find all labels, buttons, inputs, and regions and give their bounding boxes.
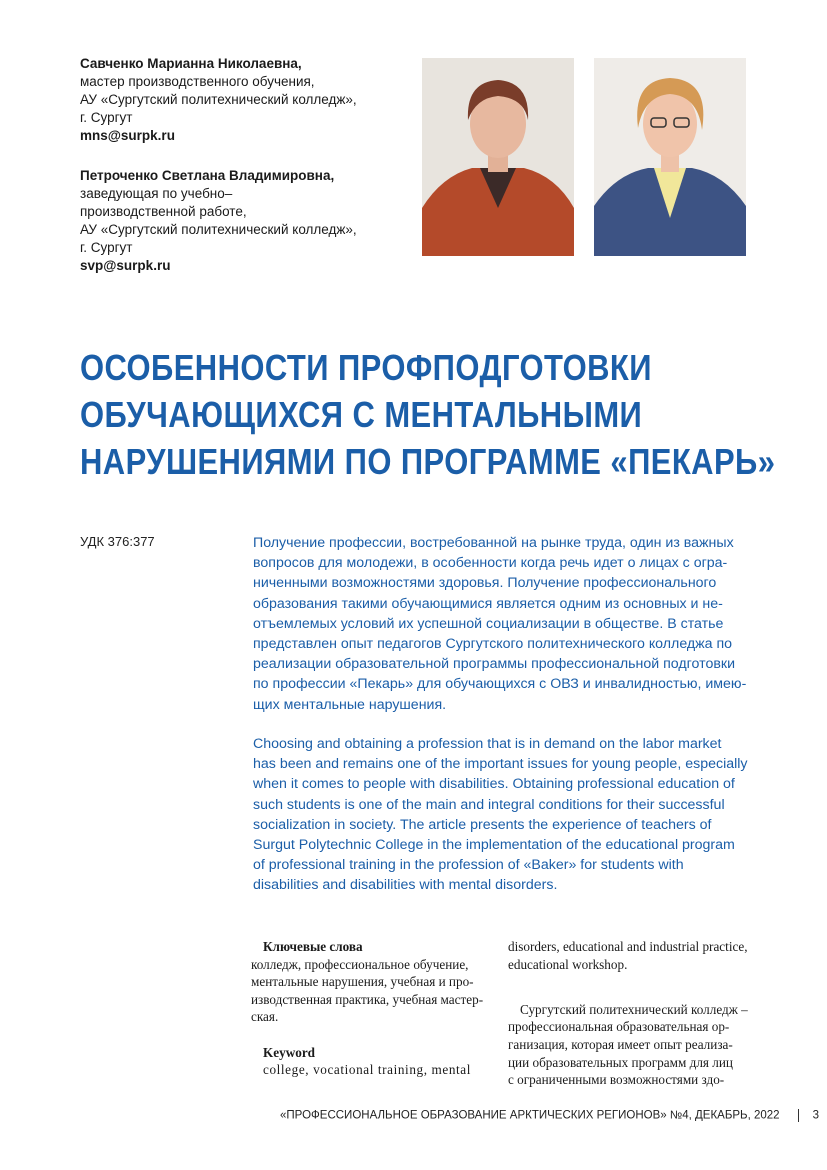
- author-position: производственной работе,: [80, 204, 247, 219]
- udk-code: УДК 376:377: [80, 534, 155, 549]
- keywords-en-line: educational workshop.: [508, 956, 628, 972]
- author-organization: АУ «Сургутский политехнический колледж»,: [80, 222, 357, 237]
- keywords-en-heading: Keyword: [263, 1044, 316, 1060]
- author-name: Савченко Марианна Николаевна,: [80, 56, 302, 71]
- keywords-line: ская.: [251, 1009, 279, 1025]
- author-position: мастер производственного обучения,: [80, 74, 315, 89]
- author-photo-2: [594, 58, 746, 256]
- abstract-line: реализации образовательной программы профессиональной подготовки: [253, 656, 735, 673]
- author-name: Петроченко Светлана Владимировна,: [80, 168, 335, 183]
- abstract-line: disabilities and disabilities with mental disorders.: [253, 877, 558, 894]
- author-city: г. Сургут: [80, 240, 133, 255]
- author-2: [80, 167, 420, 275]
- abstract-line: has been and remains one of the important issues for young people, especially: [253, 756, 748, 773]
- body-line: Сургутский политехнический колледж –: [520, 1001, 748, 1017]
- body-line: с ограниченными возможностями здо-: [508, 1072, 725, 1088]
- abstract-line: when it comes to people with disabilities. Obtaining professional education of: [253, 776, 735, 793]
- keywords-en-line: disorders, educational and industrial practice,: [508, 939, 748, 954]
- keywords-column: [251, 938, 491, 1079]
- portrait-illustration: [422, 58, 574, 256]
- abstract-line: щих ментальные нарушения.: [253, 696, 447, 713]
- body-line: ции образовательных программ для лиц: [508, 1054, 733, 1070]
- keywords-en-line: college, vocational training, mental: [263, 1062, 471, 1078]
- keywords-line: колледж, профессиональное обучение,: [251, 956, 469, 972]
- abstract-line: по профессии «Пекарь» для обучающихся с ОВЗ и инвалидностью, имею-: [253, 676, 747, 693]
- abstract-line: образования такими обучающимися является одним из основных и не-: [253, 595, 723, 612]
- body-line: ганизация, которая имеет опыт реализа-: [508, 1036, 733, 1052]
- portrait-illustration: [594, 58, 746, 256]
- page-number: 3: [812, 1109, 819, 1122]
- abstract-line: Получение профессии, востребованной на рынке труда, один из важных: [253, 535, 734, 551]
- author-info: [80, 55, 420, 297]
- abstract-line: представлен опыт педагогов Сургутского политехнического колледжа по: [253, 636, 733, 653]
- author-email[interactable]: mns@surpk.ru: [80, 128, 175, 143]
- abstract-line: вопросов для молодежи, в особенности когда речь идет о лицах с огра-: [253, 555, 728, 572]
- title-line: НАРУШЕНИЯМИ ПО ПРОГРАММЕ «ПЕКАРЬ»: [80, 441, 776, 482]
- author-city: г. Сургут: [80, 110, 133, 125]
- title-line: ОСОБЕННОСТИ ПРОФПОДГОТОВКИ: [80, 347, 652, 388]
- title-line: ОБУЧАЮЩИХСЯ С МЕНТАЛЬНЫМИ: [80, 394, 643, 435]
- keywords-line: ментальные нарушения, учебная и про-: [251, 974, 474, 990]
- abstract-line: socialization in society. The article presents the experience of teachers of: [253, 816, 712, 833]
- page-footer: [280, 1109, 819, 1122]
- author-1: [80, 55, 420, 145]
- body-column: [508, 938, 748, 1089]
- abstract-english: [253, 734, 748, 896]
- abstract-line: Surgut Polytechnic College in the implementation of the educational program: [253, 837, 735, 854]
- abstract-line: of professional training in the profession of «Baker» for students with: [253, 857, 684, 874]
- keywords-heading: Ключевые слова: [263, 939, 363, 954]
- abstract-line: such students is one of the main and integral conditions for their successful: [253, 796, 725, 813]
- abstract-line: Choosing and obtaining a profession that is in demand on the labor market: [253, 736, 722, 752]
- author-position: заведующая по учебно–: [80, 186, 233, 201]
- body-line: профессиональная образовательная ор-: [508, 1019, 730, 1035]
- abstract-line: отъемлемых условий их успешной социализации в обществе. В статье: [253, 615, 724, 632]
- article-title: [80, 344, 776, 485]
- author-photo-1: [422, 58, 574, 256]
- abstract-russian: [253, 533, 748, 715]
- author-organization: АУ «Сургутский политехнический колледж»,: [80, 92, 357, 107]
- author-email[interactable]: svp@surpk.ru: [80, 258, 171, 273]
- keywords-line: изводственная практика, учебная мастер-: [251, 991, 484, 1007]
- footer-divider: [798, 1109, 799, 1122]
- abstract-line: ниченными возможностями здоровья. Получение профессионального: [253, 575, 717, 592]
- journal-name: «ПРОФЕССИОНАЛЬНОЕ ОБРАЗОВАНИЕ АРКТИЧЕСКИХ РЕГИОНОВ» №4, ДЕКАБРЬ, 2022: [280, 1109, 780, 1122]
